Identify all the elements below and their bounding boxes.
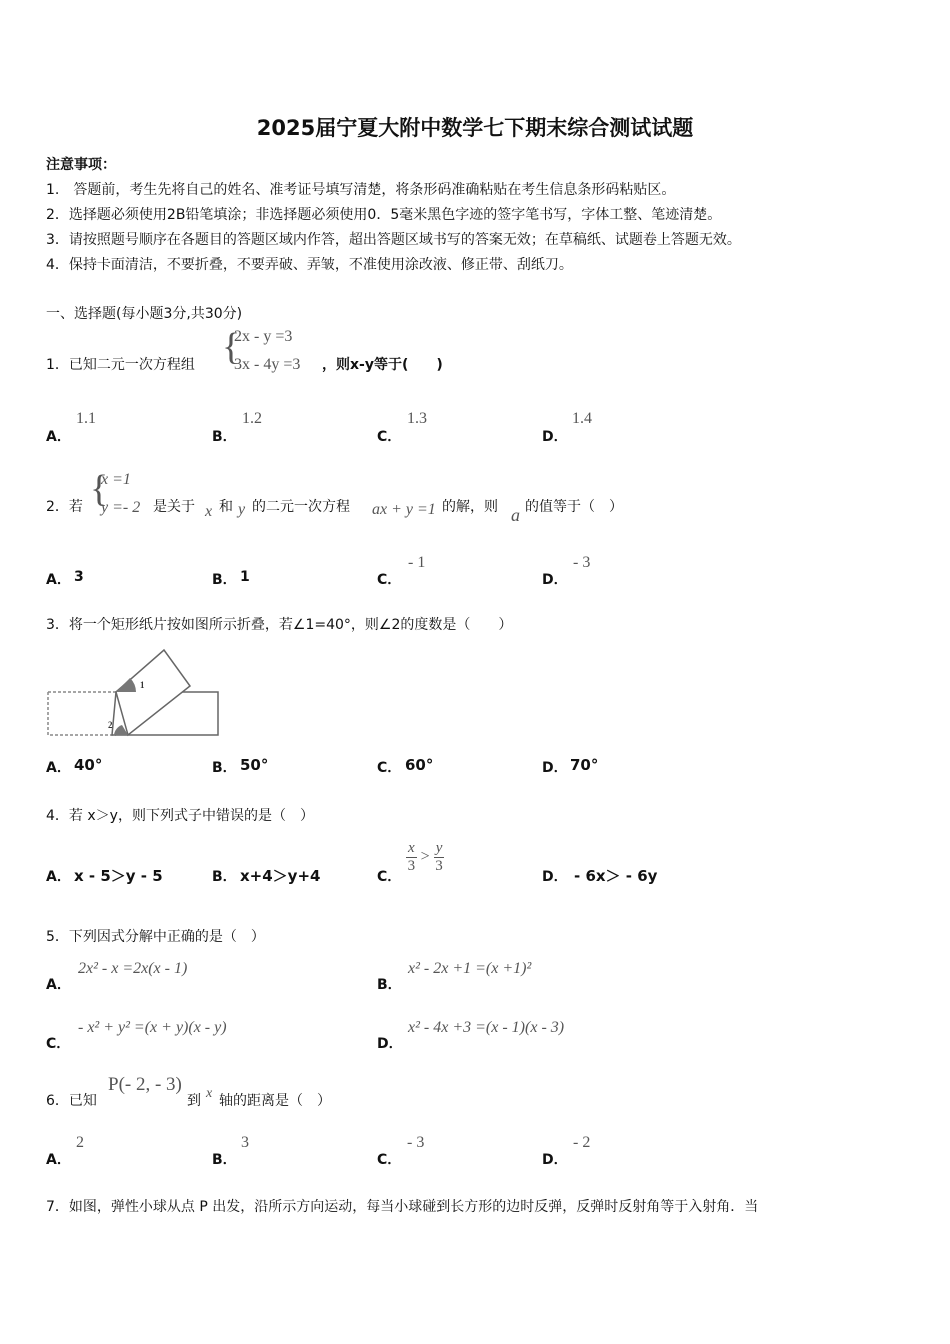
question-4 — [46, 805, 314, 825]
option-letter: C． — [377, 429, 402, 445]
option-value: - 1 — [408, 554, 426, 571]
option-letter: B． — [212, 760, 237, 776]
option-letter: D． — [542, 429, 568, 445]
page-title: 2025届宁夏大附中数学七下期末综合测试试题 — [256, 116, 694, 140]
question-1 — [46, 354, 195, 374]
folding-figure — [44, 646, 224, 738]
option-value: - x² + y² =(x + y)(x - y) — [78, 1019, 227, 1036]
option-value: x² - 2x +1 =(x +1)² — [408, 960, 532, 977]
question-text: 已知二元一次方程组 — [68, 357, 195, 373]
option-value: 3 — [74, 569, 84, 585]
option-value: 70° — [570, 756, 599, 774]
option-value: 60° — [405, 756, 434, 774]
question-number: 6． — [46, 1093, 69, 1109]
question-text: ，则x-y等于( ) — [322, 357, 443, 373]
point-coordinate: P(- 2, - 3) — [108, 1074, 182, 1095]
option-letter: D． — [377, 1036, 403, 1052]
option-letter: C． — [377, 869, 402, 885]
option-value: 1 — [240, 569, 250, 585]
notice-item: 1. 答题前，考生先将自己的姓名、准考证号填写清楚，将条形码准确粘贴在考生信息条形码粘贴区。 — [46, 182, 676, 198]
option-value: - 3 — [573, 554, 591, 571]
variable: x — [206, 1086, 213, 1101]
option-value: 2 — [76, 1134, 84, 1151]
option-letter: A． — [46, 760, 71, 776]
question-text: 将一个矩形纸片按如图所示折叠，若∠1=40°，则∠2的度数是（ ） — [68, 617, 513, 633]
question-number: 4． — [46, 808, 69, 824]
option-letter: D． — [542, 760, 568, 776]
question-text: 的值等于（ ） — [525, 499, 623, 515]
option-letter: D． — [542, 572, 568, 588]
fraction: $\frac{x}{3}$ — [407, 840, 416, 874]
question-text: 若 — [68, 499, 83, 515]
option-letter: D． — [542, 1152, 568, 1168]
notice-item: 4．保持卡面清洁，不要折叠，不要弄破、弄皱，不准使用涂改液、修正带、刮纸刀。 — [46, 257, 573, 273]
option-letter: C． — [377, 1152, 402, 1168]
option-value: 50° — [240, 756, 269, 774]
option-value: - 6x＞ - 6y — [574, 867, 658, 885]
fraction: $\frac{y}{3}$ — [435, 840, 443, 874]
option-letter: D． — [542, 869, 568, 885]
question-number: 2． — [46, 499, 69, 515]
question-5 — [46, 926, 265, 946]
question-text: 已知 — [68, 1093, 97, 1109]
question-7 — [46, 1196, 758, 1216]
equation: ax + y =1 — [372, 501, 436, 518]
option-letter: B． — [212, 429, 237, 445]
option-letter: A． — [46, 572, 71, 588]
equation: x =1 — [101, 471, 131, 488]
question-number: 7． — [46, 1199, 69, 1215]
option-letter: B． — [212, 869, 237, 885]
notice-item: 3．请按照题号顺序在各题目的答题区域内作答，超出答题区域书写的答案无效；在草稿纸、试题卷上答题无效。 — [46, 232, 741, 248]
option-letter: C． — [377, 572, 402, 588]
question-number: 1． — [46, 357, 69, 373]
option-value: 3 — [241, 1134, 249, 1151]
option-letter: B． — [212, 572, 237, 588]
question-2 — [46, 496, 83, 516]
option-value: x² - 4x +3 =(x - 1)(x - 3) — [408, 1019, 565, 1036]
option-value: 1.2 — [242, 410, 262, 427]
question-text: 下列因式分解中正确的是（ ） — [68, 929, 265, 945]
question-3 — [46, 614, 512, 634]
equation: y =- 2 — [101, 499, 141, 516]
equation: 2x - y =3 — [234, 328, 293, 345]
question-text: 轴的距离是（ ） — [219, 1093, 331, 1109]
question-text: 的二元一次方程 — [252, 499, 350, 515]
notice-heading: 注意事项： — [46, 157, 116, 173]
option-letter: C． — [377, 760, 402, 776]
section-heading: 一、选择题(每小题3分,共30分) — [46, 306, 243, 322]
angle-label-1: 1 — [140, 680, 145, 690]
question-text: 和 — [219, 499, 233, 515]
brace-icon: { — [222, 326, 241, 368]
option-value: x - 5＞y - 5 — [74, 867, 163, 885]
variable: y — [238, 501, 246, 518]
option-value: 2x² - x =2x(x - 1) — [78, 960, 188, 977]
option-letter: C． — [46, 1036, 71, 1052]
question-6 — [46, 1090, 97, 1110]
question-number: 3． — [46, 617, 69, 633]
question-number: 5． — [46, 929, 69, 945]
option-letter: B． — [212, 1152, 237, 1168]
option-letter: B． — [377, 977, 402, 993]
angle-label-2: 2 — [108, 720, 113, 730]
brace-icon: { — [90, 468, 109, 510]
question-text: 是关于 — [153, 499, 195, 515]
question-text: 到 — [187, 1093, 201, 1109]
variable: x — [205, 503, 213, 520]
option-value: $\frac{x}{3}$ > $\frac{y}{3}$ — [407, 840, 443, 874]
question-text: 若 x＞y，则下列式子中错误的是（ ） — [68, 808, 314, 824]
notice-item: 2．选择题必须使用2B铅笔填涂；非选择题必须使用0．5毫米黑色字迹的签字笔书写，字体工整、笔迹清楚。 — [46, 207, 722, 223]
equation: 3x - 4y =3 — [234, 356, 301, 373]
option-letter: A． — [46, 977, 71, 993]
question-text: 的解，则 — [442, 499, 498, 515]
option-value: 1.1 — [76, 410, 96, 427]
option-letter: A． — [46, 869, 71, 885]
option-value: 1.4 — [572, 410, 592, 427]
option-value: - 2 — [573, 1134, 591, 1151]
option-letter: A． — [46, 1152, 71, 1168]
option-value: 40° — [74, 756, 103, 774]
option-value: x+4＞y+4 — [240, 867, 321, 885]
option-value: - 3 — [407, 1134, 425, 1151]
option-value: 1.3 — [407, 410, 427, 427]
question-text: 如图，弹性小球从点 P 出发，沿所示方向运动，每当小球碰到长方形的边时反弹，反弹时反射角等于入射角．当 — [68, 1199, 759, 1215]
variable: a — [511, 505, 520, 525]
option-letter: A． — [46, 429, 71, 445]
